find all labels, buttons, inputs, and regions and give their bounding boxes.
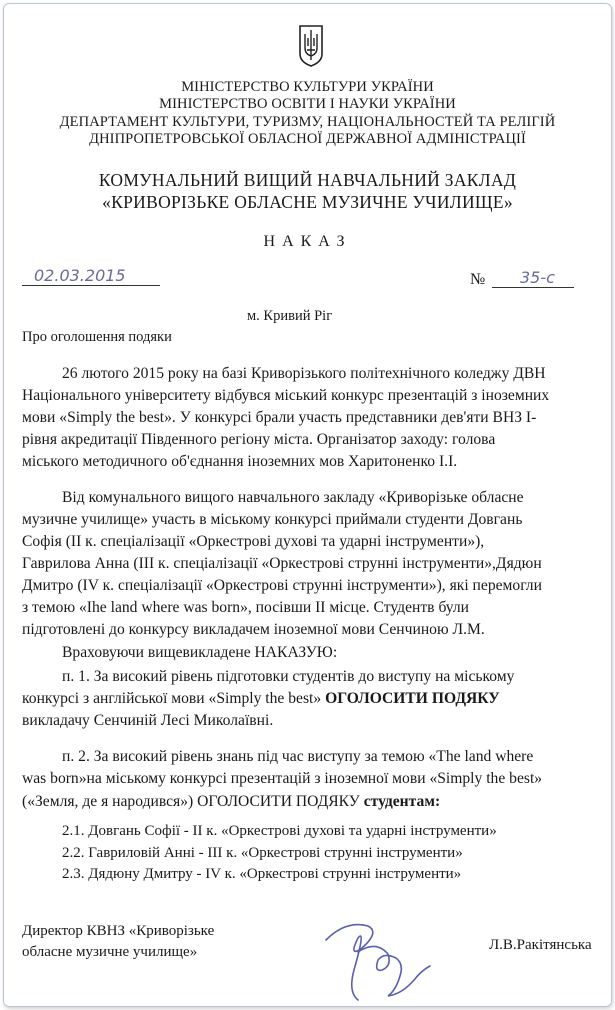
p5-line: was born»на міському конкурсі презентацій з іноземної мови «Simply the best»: [22, 770, 543, 787]
p2-line: Від комунального вищого навчального закладу «Криворізьке обласне: [62, 489, 524, 506]
ministry-culture: МІНІСТЕРСТВО КУЛЬТУРИ УКРАЇНИ: [181, 79, 434, 95]
p1-line: рівня акредитації Південного регіону міста. Організатор заходу: голова: [22, 431, 496, 448]
coat-of-arms-icon: [298, 24, 324, 68]
p4-line: п. 1. За високий рівень підготовки студентів до виступу на міському: [62, 668, 515, 685]
p5-line: п. 2. За високий рівень знань під час виступу за темою «The land where: [62, 748, 534, 765]
document-type: НАКАЗ: [263, 233, 352, 250]
director-name: Л.В.Ракітянська: [489, 937, 592, 953]
ministry-education: МІНІСТЕРСТВО ОСВІТИ І НАУКИ УКРАЇНИ: [159, 96, 456, 112]
regional-administration: ДНІПРОПЕТРОВСЬКОЇ ОБЛАСНОЇ ДЕРЖАВНОЇ АДМІНІСТРАЦІЇ: [89, 131, 526, 147]
p5-line: («Земля, де я народився») ОГОЛОСИТИ ПОДЯКУ студентам:: [22, 793, 441, 810]
list-item: 2.2. Гавриловій Анні - ІІІ к. «Оркестрові струнні інструменти»: [62, 845, 463, 861]
order-number: 35-с: [520, 268, 555, 287]
order-intro: Враховуючи вищевикладене НАКАЗУЮ:: [62, 644, 338, 661]
city: м. Кривий Ріг: [247, 308, 333, 324]
p2-line: Дмитро (IV к. спеціалізації «Оркестрові струнні інструменти»), які перемогли: [22, 577, 542, 594]
p2-line: Софія (ІІ к. спеціалізації «Оркестрові духові та ударні інструменти»),: [22, 533, 485, 550]
institution-name: «КРИВОРІЗЬКЕ ОБЛАСНЕ МУЗИЧНЕ УЧИЛИЩЕ»: [102, 192, 513, 212]
p1-line: 26 лютого 2015 року на базі Криворізького політехнічного коледжу ДВН: [62, 365, 546, 382]
director-institution: обласне музичне училище»: [22, 944, 198, 960]
p2-line: Гаврилова Анна (ІІІ к. спеціалізації «Оркестрові струнні інструменти»,Дядюн: [22, 555, 542, 572]
department: ДЕПАРТАМЕНТ КУЛЬТУРИ, ТУРИЗМУ, НАЦІОНАЛЬНОСТЕЙ ТА РЕЛІГІЙ: [59, 114, 556, 130]
number-underline: [492, 287, 574, 288]
number-label: №: [470, 271, 486, 288]
list-item: 2.1. Довгань Софії - ІІ к. «Оркестрові духові та ударні інструменти»: [62, 823, 497, 839]
p1-line: Національного університету відбувся міський конкурс презентацій з іноземних: [22, 387, 550, 404]
director-position: Директор КВНЗ «Криворізьке: [22, 923, 215, 939]
order-date: 02.03.2015: [34, 266, 126, 285]
list-item: 2.3. Дядюну Дмитру - IV к. «Оркестрові струнні інструменти»: [62, 866, 462, 882]
students-label: студентам:: [363, 793, 441, 810]
signature-image: [318, 910, 448, 1005]
institution-type: КОМУНАЛЬНИЙ ВИЩИЙ НАВЧАЛЬНИЙ ЗАКЛАД: [98, 170, 517, 190]
p1-line: мови «Simply the best». У конкурсі брали участь представники дев'яти ВНЗ І-: [22, 409, 537, 426]
date-underline: [22, 285, 160, 286]
p4-line: конкурсі з англійської мови «Simply the best» ОГОЛОСИТИ ПОДЯКУ: [22, 690, 500, 707]
p2-line: підготовлені до конкурсу викладачем іноземної мови Сенчиною Л.М.: [22, 621, 485, 638]
p2-line: музичне училище» участь в міському конкурсі приймали студенти Довгань: [22, 511, 523, 528]
p2-line: з темою «Ihe land where was born», посівши ІІ місце. Студентв були: [22, 599, 470, 616]
p1-line: міського методичного об'єднання іноземних мов Харитоненко І.І.: [22, 453, 458, 470]
thanks-announcement: ОГОЛОСИТИ ПОДЯКУ: [325, 690, 500, 707]
p4-line: викладачу Сенчиній Лесі Миколаївні.: [22, 712, 274, 729]
subject: Про оголошення подяки: [22, 329, 172, 345]
